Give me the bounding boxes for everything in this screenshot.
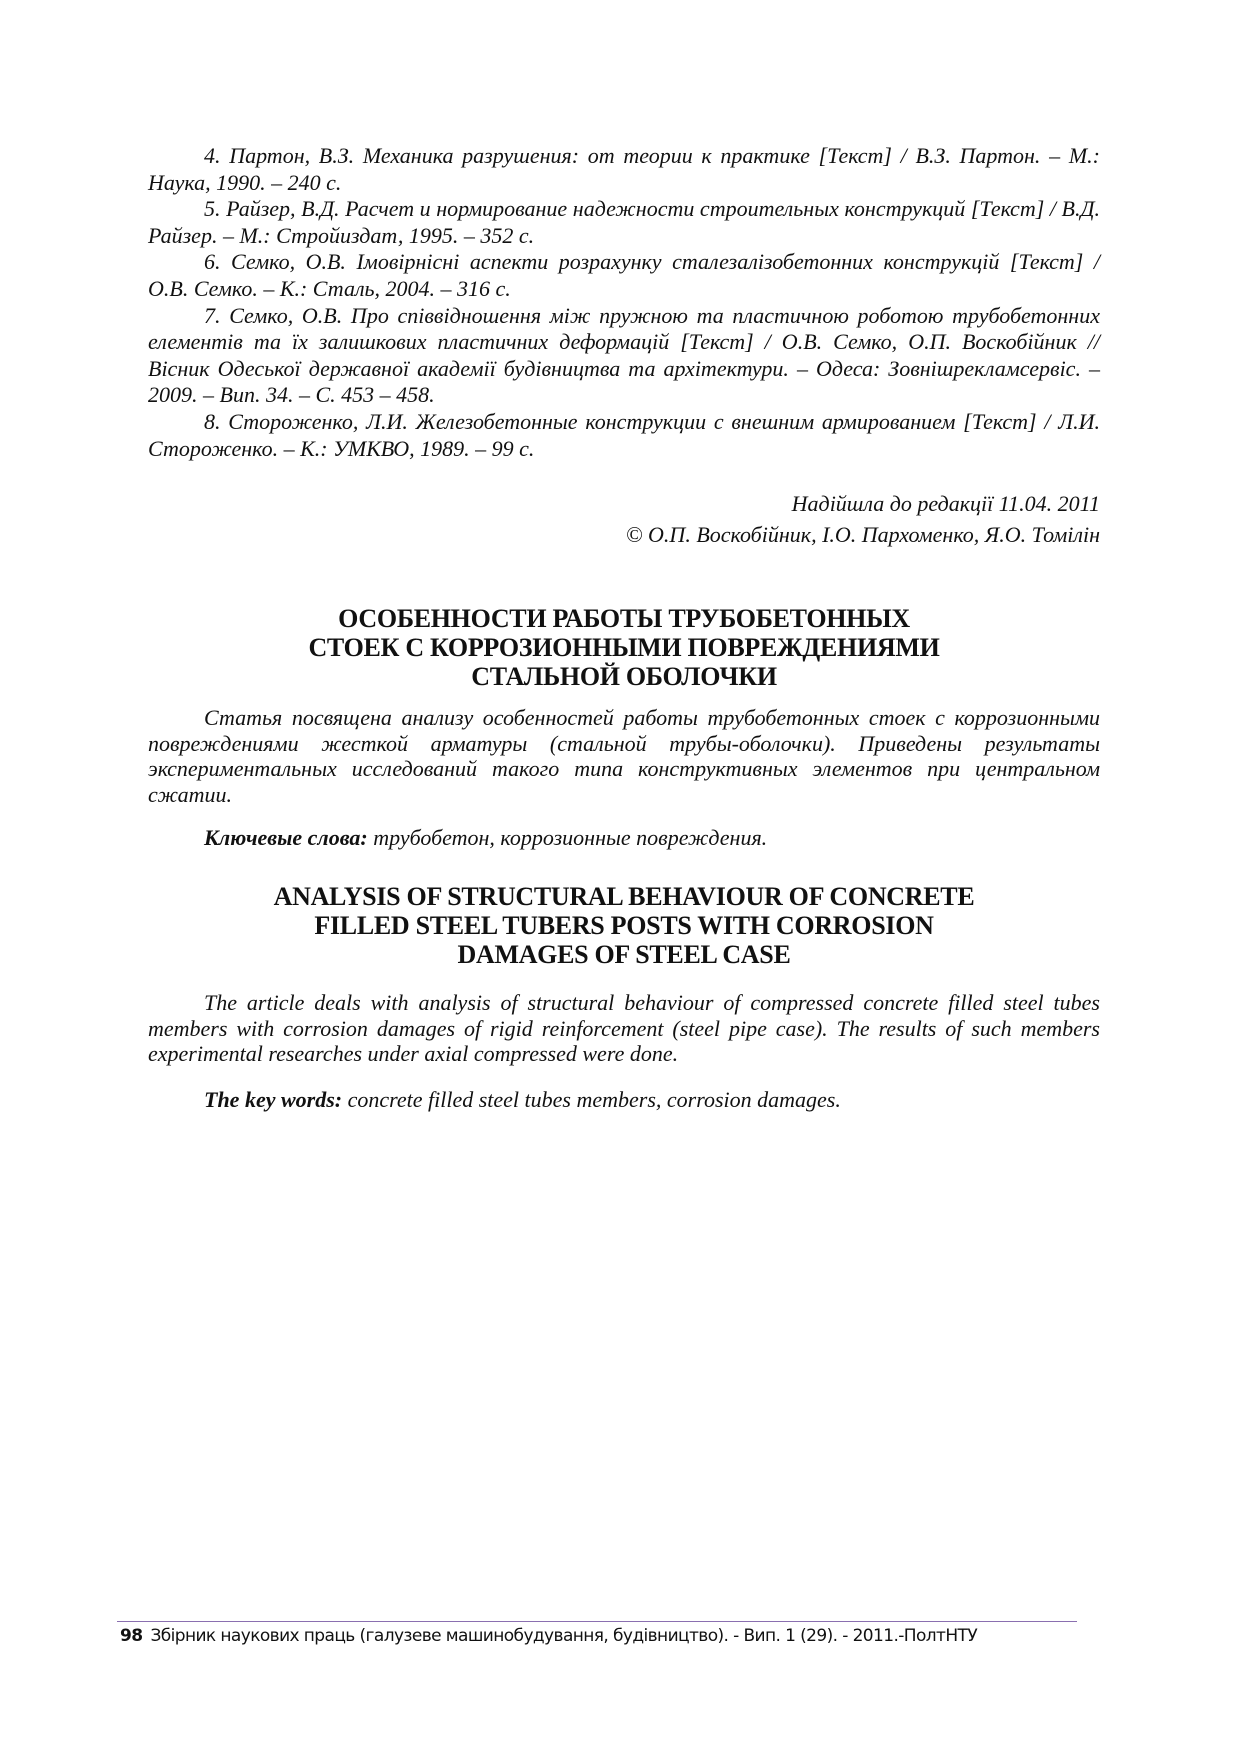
received-date: Надійшла до редакції 11.04. 2011 xyxy=(791,491,1100,516)
article-title-en xyxy=(148,882,1100,969)
keywords-text: concrete filled steel tubes members, corrosion damages. xyxy=(342,1087,841,1112)
abstract-en xyxy=(148,990,1100,1067)
article-title-ru xyxy=(148,604,1100,691)
abstract-text: The article deals with analysis of structural behaviour of compressed concrete filled steel tubes members with corrosion damages of rigid reinforcement (steel pipe case). The results of such members experimental researches under axial compressed were done. xyxy=(148,990,1100,1067)
footer-divider xyxy=(117,1621,1077,1622)
reference-item: 7. Семко, О.В. Про співвідношення між пружною та пластичною роботою трубобетонних елементів та їх залишкових пластичних деформацій [Текст] / О.В. Семко, О.П. Воскобійник // Вісник Одеської державної академії будівництва та архітектури. – Одеса: Зовнішрекламсервіс. – 2009. – Вип. 34. – С. 453 – 458. xyxy=(148,302,1100,408)
title-line: FILLED STEEL TUBERS POSTS WITH CORROSION xyxy=(314,911,934,940)
title-line: СТАЛЬНОЙ ОБОЛОЧКИ xyxy=(471,662,777,691)
keywords-en xyxy=(148,1087,1100,1113)
reference-item: 8. Стороженко, Л.И. Железобетонные конструкции с внешним армированием [Текст] / Л.И. Стороженко. – К.: УМКВО, 1989. – 99 с. xyxy=(148,408,1100,461)
copyright-authors: © О.П. Воскобійник, І.О. Пархоменко, Я.О. Томілін xyxy=(625,522,1100,547)
received-block xyxy=(148,488,1100,550)
title-line: DAMAGES OF STEEL CASE xyxy=(457,940,791,969)
reference-list xyxy=(148,143,1100,462)
title-line: ОСОБЕННОСТИ РАБОТЫ ТРУБОБЕТОННЫХ xyxy=(338,604,910,633)
keywords-text: трубобетон, коррозионные повреждения. xyxy=(367,825,768,850)
reference-item: 6. Семко, О.В. Імовірнісні аспекти розрахунку сталезалізобетонних конструкцій [Текст] / О.В. Семко. – К.: Сталь, 2004. – 316 с. xyxy=(148,249,1100,301)
page-number: 98 xyxy=(120,1626,143,1646)
keywords-label: Ключевые слова: xyxy=(204,825,368,850)
reference-item: 4. Партон, В.З. Механика разрушения: от теории к практике [Текст] / В.З. Партон. – М.: Наука, 1990. – 240 с. xyxy=(148,143,1100,195)
title-line: ANALYSIS OF STRUCTURAL BEHAVIOUR OF CONCRETE xyxy=(273,882,975,911)
abstract-ru xyxy=(148,705,1100,807)
keywords-ru xyxy=(148,825,1100,851)
journal-name: Збірник наукових праць (галузеве машинобудування, будівництво). - Вип. 1 (29). - 2011.-ПолтНТУ xyxy=(150,1626,978,1646)
abstract-text: Статья посвящена анализу особенностей работы трубобетонных стоек с коррозионными повреждениями жесткой арматуры (стальной трубы-оболочки). Приведены результаты экспериментальных исследований такого типа конструктивных элементов при центральном сжатии. xyxy=(148,705,1100,807)
keywords-label: The key words: xyxy=(204,1087,343,1112)
page-footer xyxy=(120,1625,977,1647)
title-line: СТОЕК С КОРРОЗИОННЫМИ ПОВРЕЖДЕНИЯМИ xyxy=(308,633,940,662)
reference-item: 5. Райзер, В.Д. Расчет и нормирование надежности строительных конструкций [Текст] / В.Д. Райзер. – М.: Стройиздат, 1995. – 352 с. xyxy=(148,196,1100,248)
